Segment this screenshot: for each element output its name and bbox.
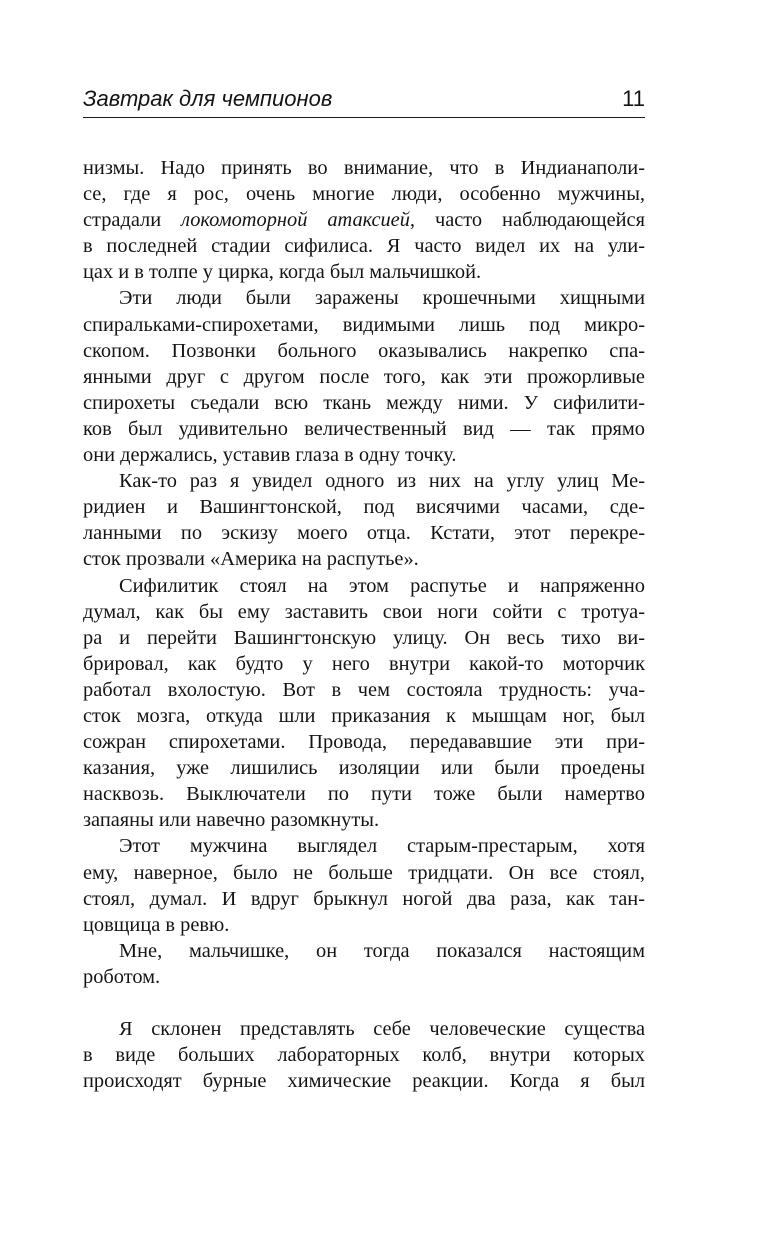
text-line: Сифилитик стоял на этом распутье и напряженно (119, 574, 645, 597)
italic-term: локомоторной атаксией, (181, 209, 416, 232)
body-text (83, 155, 645, 1094)
page-number: 11 (622, 86, 645, 111)
text-line: се, где я рос, очень многие люди, особенно мужчины, (83, 183, 645, 206)
text-line: ланными по эскизу моего отца. Кстати, этот перекре- (83, 522, 645, 545)
text-line: ков был удивительно величественный вид — так прямо (83, 417, 645, 440)
text-run: страдали (83, 209, 182, 232)
text-line: ра и перейти Вашингтонскую улицу. Он весь тихо ви- (83, 626, 645, 649)
section-break (83, 990, 645, 1016)
paragraph (83, 833, 645, 937)
text-line: Этот мужчина выглядел старым-престарым, хотя (119, 835, 645, 858)
text-line: запаяны или навечно разомкнуты. (83, 809, 380, 832)
text-line: сожран спирохетами. Провода, передававшие эти при- (83, 731, 645, 754)
text-line: Как-то раз я увидел одного из них на углу улиц Ме- (119, 470, 645, 493)
text-line: спирохеты съедали всю ткань между ними. У сифилити- (83, 391, 645, 414)
paragraph (83, 155, 645, 285)
text-line: ридиен и Вашингтонской, под висячими часами, сде- (83, 496, 645, 519)
text-line (83, 207, 645, 233)
text-line: цах и в толпе у цирка, когда был мальчишкой. (83, 261, 482, 284)
text-line: брировал, как будто у него внутри какой-то моторчик (83, 652, 645, 675)
text-line: Я склонен представлять себе человеческие существа (119, 1018, 645, 1041)
text-line: происходят бурные химические реакции. Когда я был (83, 1070, 645, 1093)
paragraph (83, 938, 645, 990)
text-line: они держались, уставив глаза в одну точку. (83, 444, 457, 467)
text-line: скопом. Позвонки больного оказывались накрепко спа- (83, 339, 645, 362)
text-run: часто наблюдающейся (415, 209, 645, 232)
text-line: Эти люди были заражены крошечными хищными (119, 287, 645, 310)
text-line: стоял, думал. И вдруг брыкнул ногой два раза, как тан- (83, 887, 645, 910)
text-line: казания, уже лишились изоляции или были проедены (83, 757, 645, 780)
text-line: сток мозга, откуда шли приказания к мышцам ног, был (83, 704, 645, 727)
header-rule (83, 117, 645, 118)
book-title: Завтрак для чемпионов (83, 86, 333, 111)
paragraph (83, 573, 645, 834)
text-line: спиральками-спирохетами, видимыми лишь под микро- (83, 313, 645, 336)
text-line: насквозь. Выключатели по пути тоже были намертво (83, 783, 645, 806)
paragraph (83, 285, 645, 468)
text-line: низмы. Надо принять во внимание, что в Индианаполи- (83, 157, 645, 179)
text-line: думал, как бы ему заставить свои ноги сойти с тротуа- (83, 600, 645, 623)
paragraph (83, 468, 645, 572)
text-line: цовщица в ревю. (83, 913, 230, 936)
text-line: работал вхолостую. Вот в чем состояла трудность: уча- (83, 678, 645, 701)
running-header (83, 86, 645, 114)
text-line: роботом. (83, 965, 161, 988)
text-line: в виде больших лабораторных колб, внутри которых (83, 1044, 645, 1067)
text-line: сток прозвали «Америка на распутье». (83, 548, 419, 571)
text-line: янными друг с другом после того, как эти прожорливые (83, 365, 645, 388)
paragraph (83, 1016, 645, 1094)
text-line: Мне, мальчишке, он тогда показался настоящим (119, 939, 645, 962)
text-line: ему, наверное, было не больше тридцати. Он все стоял, (83, 861, 645, 884)
text-line: в последней стадии сифилиса. Я часто видел их на ули- (83, 235, 645, 258)
